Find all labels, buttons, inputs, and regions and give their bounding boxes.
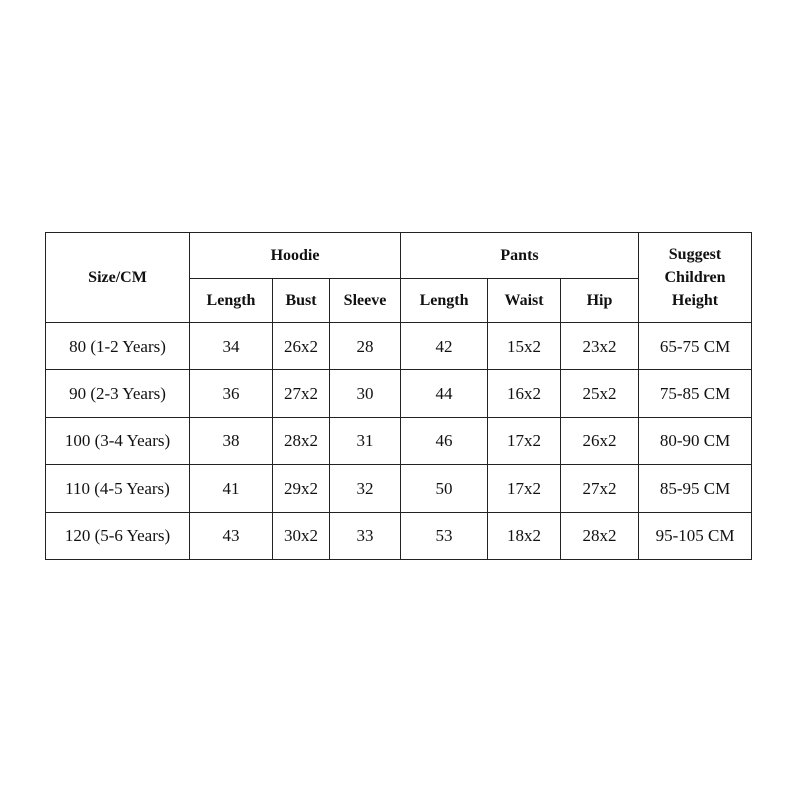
- hoodie-sleeve-cell: 30: [330, 370, 401, 417]
- size-cell: 110 (4-5 Years): [46, 465, 190, 512]
- table-row: [46, 370, 752, 417]
- hoodie-length-header: Length: [190, 279, 273, 323]
- height-header-line-3: Height: [671, 292, 719, 309]
- size-cell: 90 (2-3 Years): [46, 370, 190, 417]
- pants-hip-cell: 26x2: [561, 417, 639, 464]
- pants-waist-cell: 17x2: [488, 465, 561, 512]
- table-row: [46, 417, 752, 464]
- pants-waist-header: Waist: [488, 279, 561, 323]
- hoodie-length-cell: 41: [190, 465, 273, 512]
- height-cell: 85-95 CM: [639, 465, 752, 512]
- hoodie-bust-cell: 30x2: [273, 512, 330, 559]
- pants-header: Pants: [401, 233, 639, 279]
- hoodie-sleeve-cell: 28: [330, 323, 401, 370]
- pants-length-header: Length: [401, 279, 488, 323]
- height-header-line-1: Suggest: [668, 246, 722, 263]
- pants-hip-cell: 28x2: [561, 512, 639, 559]
- pants-waist-cell: 17x2: [488, 417, 561, 464]
- pants-hip-cell: 23x2: [561, 323, 639, 370]
- hoodie-bust-cell: 26x2: [273, 323, 330, 370]
- height-cell: 95-105 CM: [639, 512, 752, 559]
- pants-hip-header: Hip: [561, 279, 639, 323]
- pants-waist-cell: 15x2: [488, 323, 561, 370]
- pants-waist-cell: 16x2: [488, 370, 561, 417]
- pants-hip-cell: 27x2: [561, 465, 639, 512]
- hoodie-length-cell: 38: [190, 417, 273, 464]
- pants-length-cell: 50: [401, 465, 488, 512]
- hoodie-bust-cell: 28x2: [273, 417, 330, 464]
- hoodie-bust-header: Bust: [273, 279, 330, 323]
- header-row-1: [46, 233, 752, 279]
- height-cell: 65-75 CM: [639, 323, 752, 370]
- pants-hip-cell: 25x2: [561, 370, 639, 417]
- hoodie-bust-cell: 29x2: [273, 465, 330, 512]
- table-row: [46, 323, 752, 370]
- hoodie-length-cell: 43: [190, 512, 273, 559]
- table-row: [46, 465, 752, 512]
- hoodie-sleeve-header: Sleeve: [330, 279, 401, 323]
- height-header: [639, 233, 752, 323]
- table-row: [46, 512, 752, 559]
- hoodie-bust-cell: 27x2: [273, 370, 330, 417]
- pants-waist-cell: 18x2: [488, 512, 561, 559]
- pants-length-cell: 53: [401, 512, 488, 559]
- hoodie-length-cell: 36: [190, 370, 273, 417]
- pants-length-cell: 46: [401, 417, 488, 464]
- pants-length-cell: 42: [401, 323, 488, 370]
- size-chart-table: [45, 232, 752, 560]
- size-cell: 100 (3-4 Years): [46, 417, 190, 464]
- hoodie-sleeve-cell: 33: [330, 512, 401, 559]
- hoodie-length-cell: 34: [190, 323, 273, 370]
- pants-length-cell: 44: [401, 370, 488, 417]
- height-cell: 80-90 CM: [639, 417, 752, 464]
- hoodie-header: Hoodie: [190, 233, 401, 279]
- size-header: Size/CM: [46, 233, 190, 323]
- height-cell: 75-85 CM: [639, 370, 752, 417]
- hoodie-sleeve-cell: 32: [330, 465, 401, 512]
- height-header-line-2: Children: [664, 269, 726, 286]
- size-cell: 120 (5-6 Years): [46, 512, 190, 559]
- hoodie-sleeve-cell: 31: [330, 417, 401, 464]
- size-cell: 80 (1-2 Years): [46, 323, 190, 370]
